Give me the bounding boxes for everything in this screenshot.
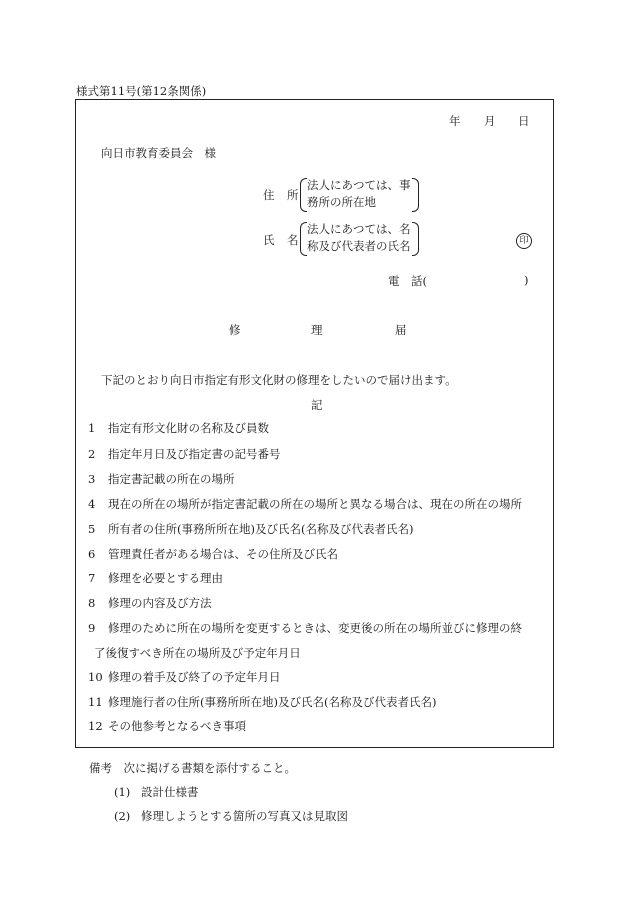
list-item [88, 620, 522, 636]
remarks-item-text: 設計仕様書 [141, 785, 199, 799]
list-item [88, 570, 223, 586]
remarks-item [114, 808, 348, 824]
remarks-item-text: 修理しようとする箇所の写真又は見取図 [141, 809, 348, 823]
item-number: 4 [88, 497, 96, 511]
item-number: 6 [88, 547, 96, 561]
item-text: 指定年月日及び指定書の記号番号 [108, 447, 281, 461]
item-number: 7 [88, 571, 96, 585]
addressee: 向日市教育委員会 様 [101, 146, 216, 160]
list-item [88, 595, 212, 611]
item-number: 2 [88, 447, 96, 461]
item-number: 9 [88, 621, 96, 635]
list-item [88, 546, 338, 562]
phone-close: ) [524, 273, 529, 287]
name-note-line1: 法人にあつては、名 [307, 222, 411, 236]
title-char-3: 届 [395, 323, 407, 337]
list-item [88, 718, 246, 734]
item-text: 指定書記載の所在の場所 [108, 472, 235, 486]
address-bracket-left [300, 178, 307, 212]
item-text: 修理の着手及び終了の予定年月日 [108, 670, 281, 684]
ki-heading: 記 [311, 398, 323, 412]
remarks-item-number: (2) [114, 809, 131, 823]
title-char-1: 修 [229, 323, 241, 337]
name-label-2: 名 [287, 233, 299, 247]
date-year-label: 年 [449, 114, 461, 128]
address-note [307, 177, 411, 211]
name-bracket-left [300, 222, 307, 256]
seal-icon: 印 [516, 233, 532, 249]
item-number: 11 [88, 695, 103, 709]
date-day-label: 日 [518, 114, 530, 128]
remarks-label: 備考 次に掲げる書類を添付すること。 [89, 761, 296, 775]
item-text: 所有者の住所(事務所所在地)及び氏名(名称及び代表者氏名) [108, 522, 414, 536]
remarks-item [114, 784, 199, 800]
item-text: 管理責任者がある場合は、その住所及び氏名 [108, 547, 338, 561]
list-item [88, 446, 281, 462]
list-item [88, 521, 413, 537]
name-note [307, 221, 411, 255]
list-item [88, 471, 235, 487]
name-note-line2: 称及び代表者の氏名 [307, 239, 411, 253]
intro-text: 下記のとおり向日市指定有形文化財の修理をしたいので届け出ます。 [101, 373, 457, 387]
name-bracket-right [412, 222, 419, 256]
item-text: その他参考となるべき事項 [108, 719, 246, 733]
item-number: 5 [88, 522, 96, 536]
name-label-1: 氏 [263, 233, 275, 247]
item-text: 修理のために所在の場所を変更するときは、変更後の所在の場所並びに修理の終 [108, 621, 522, 635]
title-char-2: 理 [311, 323, 323, 337]
item-number: 8 [88, 596, 96, 610]
address-label-1: 住 [263, 188, 275, 202]
list-item [88, 496, 522, 512]
item-number: 10 [88, 670, 103, 684]
item-number: 1 [88, 421, 96, 435]
address-note-line1: 法人にあつては、事 [307, 178, 411, 192]
item-number: 12 [88, 719, 103, 733]
item-text-continuation: 了後復すべき所在の場所及び予定年月日 [94, 646, 301, 660]
item-text: 修理施行者の住所(事務所所在地)及び氏名(名称及び代表者氏名) [108, 695, 437, 709]
list-item [88, 669, 281, 685]
item-text: 修理を必要とする理由 [108, 571, 223, 585]
date-month-label: 月 [484, 114, 496, 128]
item-number: 3 [88, 472, 96, 486]
address-bracket-right [412, 178, 419, 212]
list-item [88, 420, 269, 436]
item-text: 現在の所在の場所が指定書記載の所在の場所と異なる場合は、現在の所在の場所 [108, 497, 522, 511]
phone-label: 電 話( [388, 274, 427, 288]
address-label-2: 所 [287, 188, 299, 202]
address-note-line2: 務所の所在地 [307, 195, 376, 209]
form-number: 様式第11号(第12条関係) [76, 84, 207, 98]
remarks-item-number: (1) [114, 785, 131, 799]
list-item [88, 694, 436, 710]
item-text: 修理の内容及び方法 [108, 596, 212, 610]
item-text: 指定有形文化財の名称及び員数 [108, 421, 269, 435]
